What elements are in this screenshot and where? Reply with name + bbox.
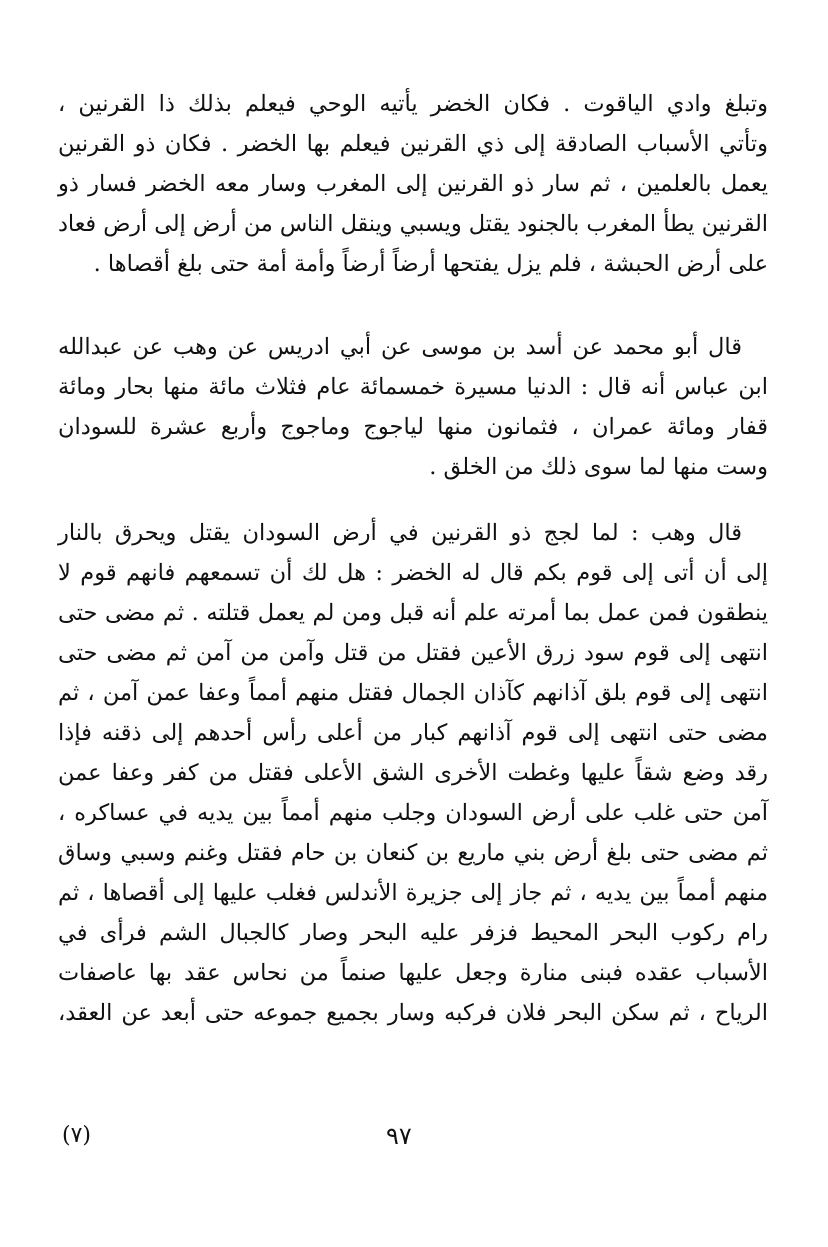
- text-line: القرنين يطأ المغرب بالجنود يقتل ويسبي وينقل الناس من أرض إلى أرض فعاد: [58, 211, 768, 237]
- text-line: آمن حتى غلب على أرض السودان وجلب منهم أمماً بين يديه في عساكره ،: [58, 800, 768, 826]
- text-line: قال أبو محمد عن أسد بن موسى عن أبي ادريس عن وهب عن عبدالله: [58, 334, 742, 360]
- text-line: ابن عباس أنه قال : الدنيا مسيرة خمسمائة عام فثلاث مائة منها بحار ومائة: [58, 374, 768, 400]
- text-line: الرياح ، ثم سكن البحر فلان فركبه وسار بجميع جموعه حتى أبعد عن العقد،: [58, 1000, 768, 1026]
- paragraph-1: [58, 84, 768, 284]
- paragraph-3: [58, 513, 768, 1033]
- text-line: على أرض الحبشة ، فلم يزل يفتحها أرضاً أرضاً وأمة أمة حتى بلغ أقصاها .: [93, 251, 768, 277]
- signature-mark: (٧): [62, 1123, 92, 1148]
- text-line: انتهى إلى قوم بلق آذانهم كآذان الجمال فقتل منهم أمماً وعفا عمن آمن ، ثم: [58, 680, 768, 706]
- text-line: ينطقون فمن عمل بما أمرته علم أنه قبل ومن لم يعمل قتلته . ثم مضى حتى: [58, 600, 768, 626]
- text-line: ثم مضى حتى بلغ أرض بني ماريع بن كنعان بن حام فقتل وغنم وسبي وساق: [58, 840, 768, 866]
- text-line: إلى أن أتى إلى قوم بكم قال له الخضر : هل لك أن تسمعهم فانهم قوم لا: [58, 560, 768, 586]
- text-line: رام ركوب البحر المحيط فزفر عليه البحر وصار كالجبال الشم فرأى في: [58, 920, 768, 946]
- text-line: وتبلغ وادي الياقوت . فكان الخضر يأتيه الوحي فيعلم بذلك ذا القرنين ،: [58, 91, 768, 117]
- text-line: انتهى إلى قوم سود زرق الأعين فقتل من قتل وآمن من آمن ثم مضى حتى: [58, 640, 768, 666]
- text-line: يعمل بالعلمين ، ثم سار ذو القرنين إلى المغرب وسار معه الخضر فسار ذو: [58, 171, 768, 197]
- paragraph-2: [58, 327, 768, 487]
- text-line: وتأتي الأسباب الصادقة إلى ذي القرنين فيعلم بها الخضر . فكان ذو القرنين: [58, 131, 768, 157]
- text-line: قال وهب : لما لجج ذو القرنين في أرض السودان يقتل ويحرق بالنار: [58, 520, 742, 546]
- text-line: رقد وضع شقاً عليها وغطت الأخرى الشق الأعلى فقتل من كفر وعفا عمن: [58, 760, 768, 786]
- page-footer: [0, 1118, 828, 1158]
- text-line: قفار ومائة عمران ، فثمانون منها لياجوج وماجوج وأربع عشرة للسودان: [58, 414, 768, 440]
- text-line: منهم أمماً بين يديه ، ثم جاز إلى جزيرة الأندلس فغلب عليها إلى أقصاها ، ثم: [58, 880, 768, 906]
- page-number: ٩٧: [386, 1122, 412, 1150]
- text-line: وست منها لما سوى ذلك من الخلق .: [429, 454, 768, 480]
- text-line: الأسباب عقده فبنى منارة وجعل عليها صنماً من نحاس عقد بها عاصفات: [58, 960, 768, 986]
- text-line: مضى حتى انتهى إلى قوم آذانهم كبار من أعلى رأس أحدهم إلى ذقنه فإذا: [58, 720, 768, 746]
